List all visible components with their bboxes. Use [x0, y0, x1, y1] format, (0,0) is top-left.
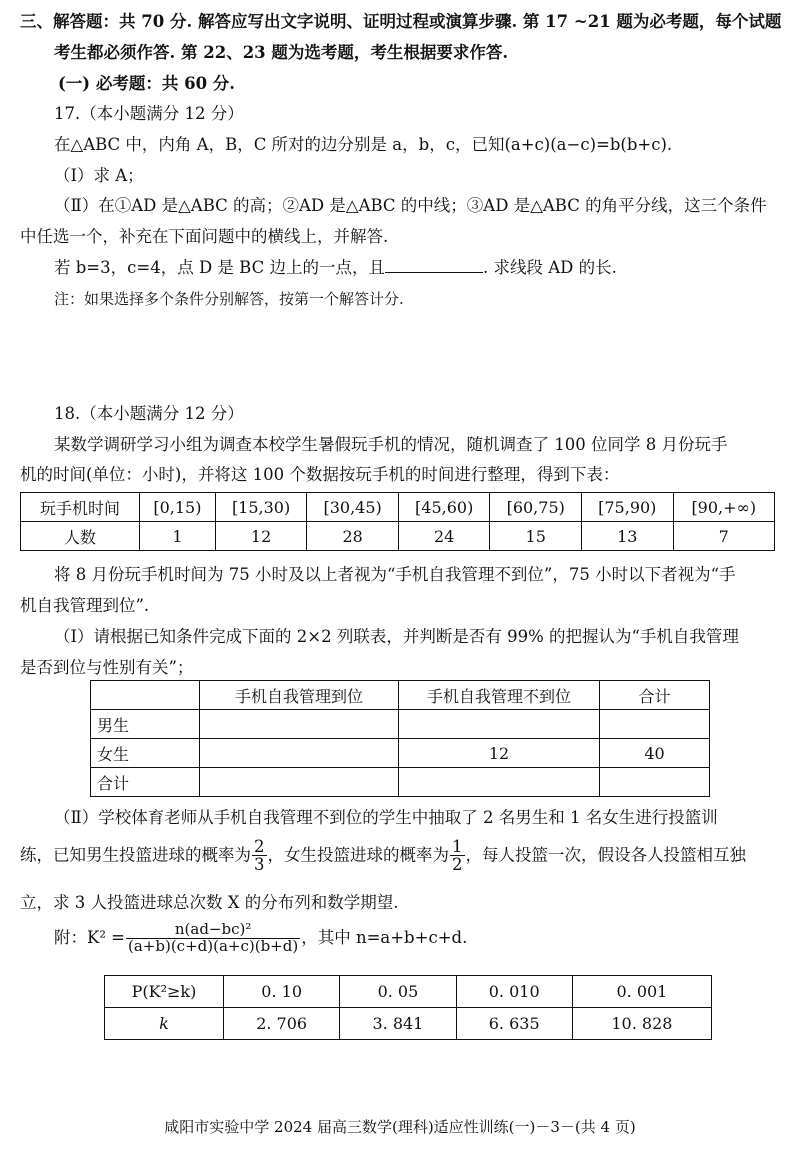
interval-cell: [15,30) [215, 493, 307, 522]
critical-value-table [104, 975, 712, 1040]
appendix-prefix: 附：K² = [54, 927, 126, 947]
table-header-cell: 玩手机时间 [21, 493, 140, 522]
count-cell: 28 [307, 522, 399, 551]
table-cell [200, 739, 399, 768]
contingency-table [90, 680, 710, 797]
fraction-one-half [450, 838, 465, 874]
q17-part2-line2: 中任选一个，补充在下面问题中的横线上，并解答. [20, 227, 389, 246]
table-header-cell: 手机自我管理到位 [200, 681, 399, 710]
q18-define-line1: 将 8 月份玩手机时间为 75 小时及以上者视为“手机自我管理不到位”，75 小时以下者视为“手 [54, 565, 736, 584]
formula-numerator: n(ad−bc)² [126, 922, 300, 939]
table-header-cell: 手机自我管理不到位 [399, 681, 600, 710]
table-row [91, 681, 710, 710]
required-subsection: (一) 必考题：共 60 分. [58, 74, 236, 93]
table-cell: 40 [600, 739, 710, 768]
fraction-denominator: 2 [452, 855, 463, 875]
time-distribution-table [20, 492, 775, 551]
q18-part1-line1: （Ⅰ）请根据已知条件完成下面的 2×2 列联表，并判断是否有 99% 的把握认为“手机自我管理 [54, 627, 739, 646]
q18-part2-text-a: 练，已知男生投篮进球的概率为 [20, 845, 251, 865]
q17-note: 注：如果选择多个条件分别解答，按第一个解答计分. [54, 290, 404, 308]
table-cell: 2. 706 [224, 1008, 340, 1040]
q17-part1: （Ⅰ）求 A； [54, 166, 144, 185]
q18-part1-line2: 是否到位与性别有关”； [20, 658, 194, 677]
table-header-cell: k [105, 1008, 224, 1040]
interval-cell: [90,+∞) [673, 493, 774, 522]
fraction-numerator: 2 [254, 837, 265, 856]
table-cell [600, 768, 710, 797]
q18-define-line2: 机自我管理到位”. [20, 596, 150, 615]
count-cell: 1 [140, 522, 216, 551]
count-cell: 13 [582, 522, 674, 551]
table-row [105, 1008, 712, 1040]
fraction-denominator: 3 [254, 855, 265, 875]
q18-part2-line3: 立，求 3 人投篮进球总次数 X 的分布列和数学期望. [20, 893, 399, 912]
table-cell [600, 710, 710, 739]
appendix-suffix: ，其中 n=a+b+c+d. [301, 927, 468, 947]
table-cell: 10. 828 [572, 1008, 711, 1040]
interval-cell: [75,90) [582, 493, 674, 522]
table-cell: 0. 010 [456, 976, 572, 1008]
table-cell: 0. 05 [340, 976, 456, 1008]
section-header-line1: 三、解答题：共 70 分. 解答应写出文字说明、证明过程或演算步骤. 第 17 ~21 题为必考题，每个试题 [20, 12, 782, 31]
page-footer: 咸阳市实验中学 2024 届高三数学(理科)适应性训练(一)－3－(共 4 页) [164, 1118, 636, 1136]
q18-intro-line2: 机的时间(单位：小时)，并将这 100 个数据按玩手机的时间进行整理，得到下表： [20, 465, 620, 484]
fraction-two-thirds [252, 838, 267, 874]
row-label-cell: 男生 [91, 710, 200, 739]
table-cell [200, 710, 399, 739]
table-cell [399, 710, 600, 739]
table-row [91, 768, 710, 797]
table-header-cell: P(K²≥k) [105, 976, 224, 1008]
interval-cell: [0,15) [140, 493, 216, 522]
q17-condition [54, 258, 617, 278]
table-header-cell: 合计 [600, 681, 710, 710]
interval-cell: [30,45) [307, 493, 399, 522]
table-cell: 0. 10 [224, 976, 340, 1008]
table-row [105, 976, 712, 1008]
q18-part2-text-b: ，女生投篮进球的概率为 [267, 845, 449, 865]
table-cell [399, 768, 600, 797]
table-row [91, 710, 710, 739]
q18-part2-text-c: ，每人投篮一次，假设各人投篮相互独 [465, 845, 746, 865]
formula-denominator: (a+b)(c+d)(a+c)(b+d) [128, 936, 299, 955]
formula-fraction [126, 922, 300, 955]
q18-part2-line2 [20, 838, 746, 874]
interval-cell: [60,75) [490, 493, 582, 522]
table-header-cell: 人数 [21, 522, 140, 551]
fraction-numerator: 1 [452, 837, 463, 856]
q18-part2-line1: （Ⅱ）学校体育老师从手机自我管理不到位的学生中抽取了 2 名男生和 1 名女生进行投篮训 [54, 808, 718, 827]
count-cell: 7 [673, 522, 774, 551]
answer-blank [385, 258, 483, 273]
table-row [91, 739, 710, 768]
row-label-cell: 合计 [91, 768, 200, 797]
q18-intro-line1: 某数学调研学习小组为调查本校学生暑假玩手机的情况，随机调查了 100 位同学 8 月份玩手 [54, 435, 728, 454]
table-cell: 3. 841 [340, 1008, 456, 1040]
count-cell: 24 [398, 522, 490, 551]
q17-stem: 在△ABC 中，内角 A，B，C 所对的边分别是 a，b，c，已知(a+c)(a−c)=b(b+c). [54, 135, 673, 154]
section-header-line2: 考生都必须作答. 第 22、23 题为选考题，考生根据要求作答. [54, 43, 509, 62]
table-cell: 6. 635 [456, 1008, 572, 1040]
count-cell: 12 [215, 522, 307, 551]
k-squared-formula [54, 922, 467, 955]
table-cell [200, 768, 399, 797]
table-row [21, 493, 775, 522]
interval-cell: [45,60) [398, 493, 490, 522]
row-label-cell: 女生 [91, 739, 200, 768]
q17-condition-before: 若 b=3，c=4，点 D 是 BC 边上的一点，且 [54, 258, 385, 277]
q17-heading: 17.（本小题满分 12 分） [54, 104, 244, 123]
q18-heading: 18.（本小题满分 12 分） [54, 404, 244, 423]
count-cell: 15 [490, 522, 582, 551]
q17-part2-line1: （Ⅱ）在①AD 是△ABC 的高；②AD 是△ABC 的中线；③AD 是△ABC 的角平分线，这三个条件 [54, 196, 767, 215]
table-cell: 12 [399, 739, 600, 768]
q17-condition-after: . 求线段 AD 的长. [482, 258, 617, 277]
table-row [21, 522, 775, 551]
table-cell: 0. 001 [572, 976, 711, 1008]
table-header-cell [91, 681, 200, 710]
